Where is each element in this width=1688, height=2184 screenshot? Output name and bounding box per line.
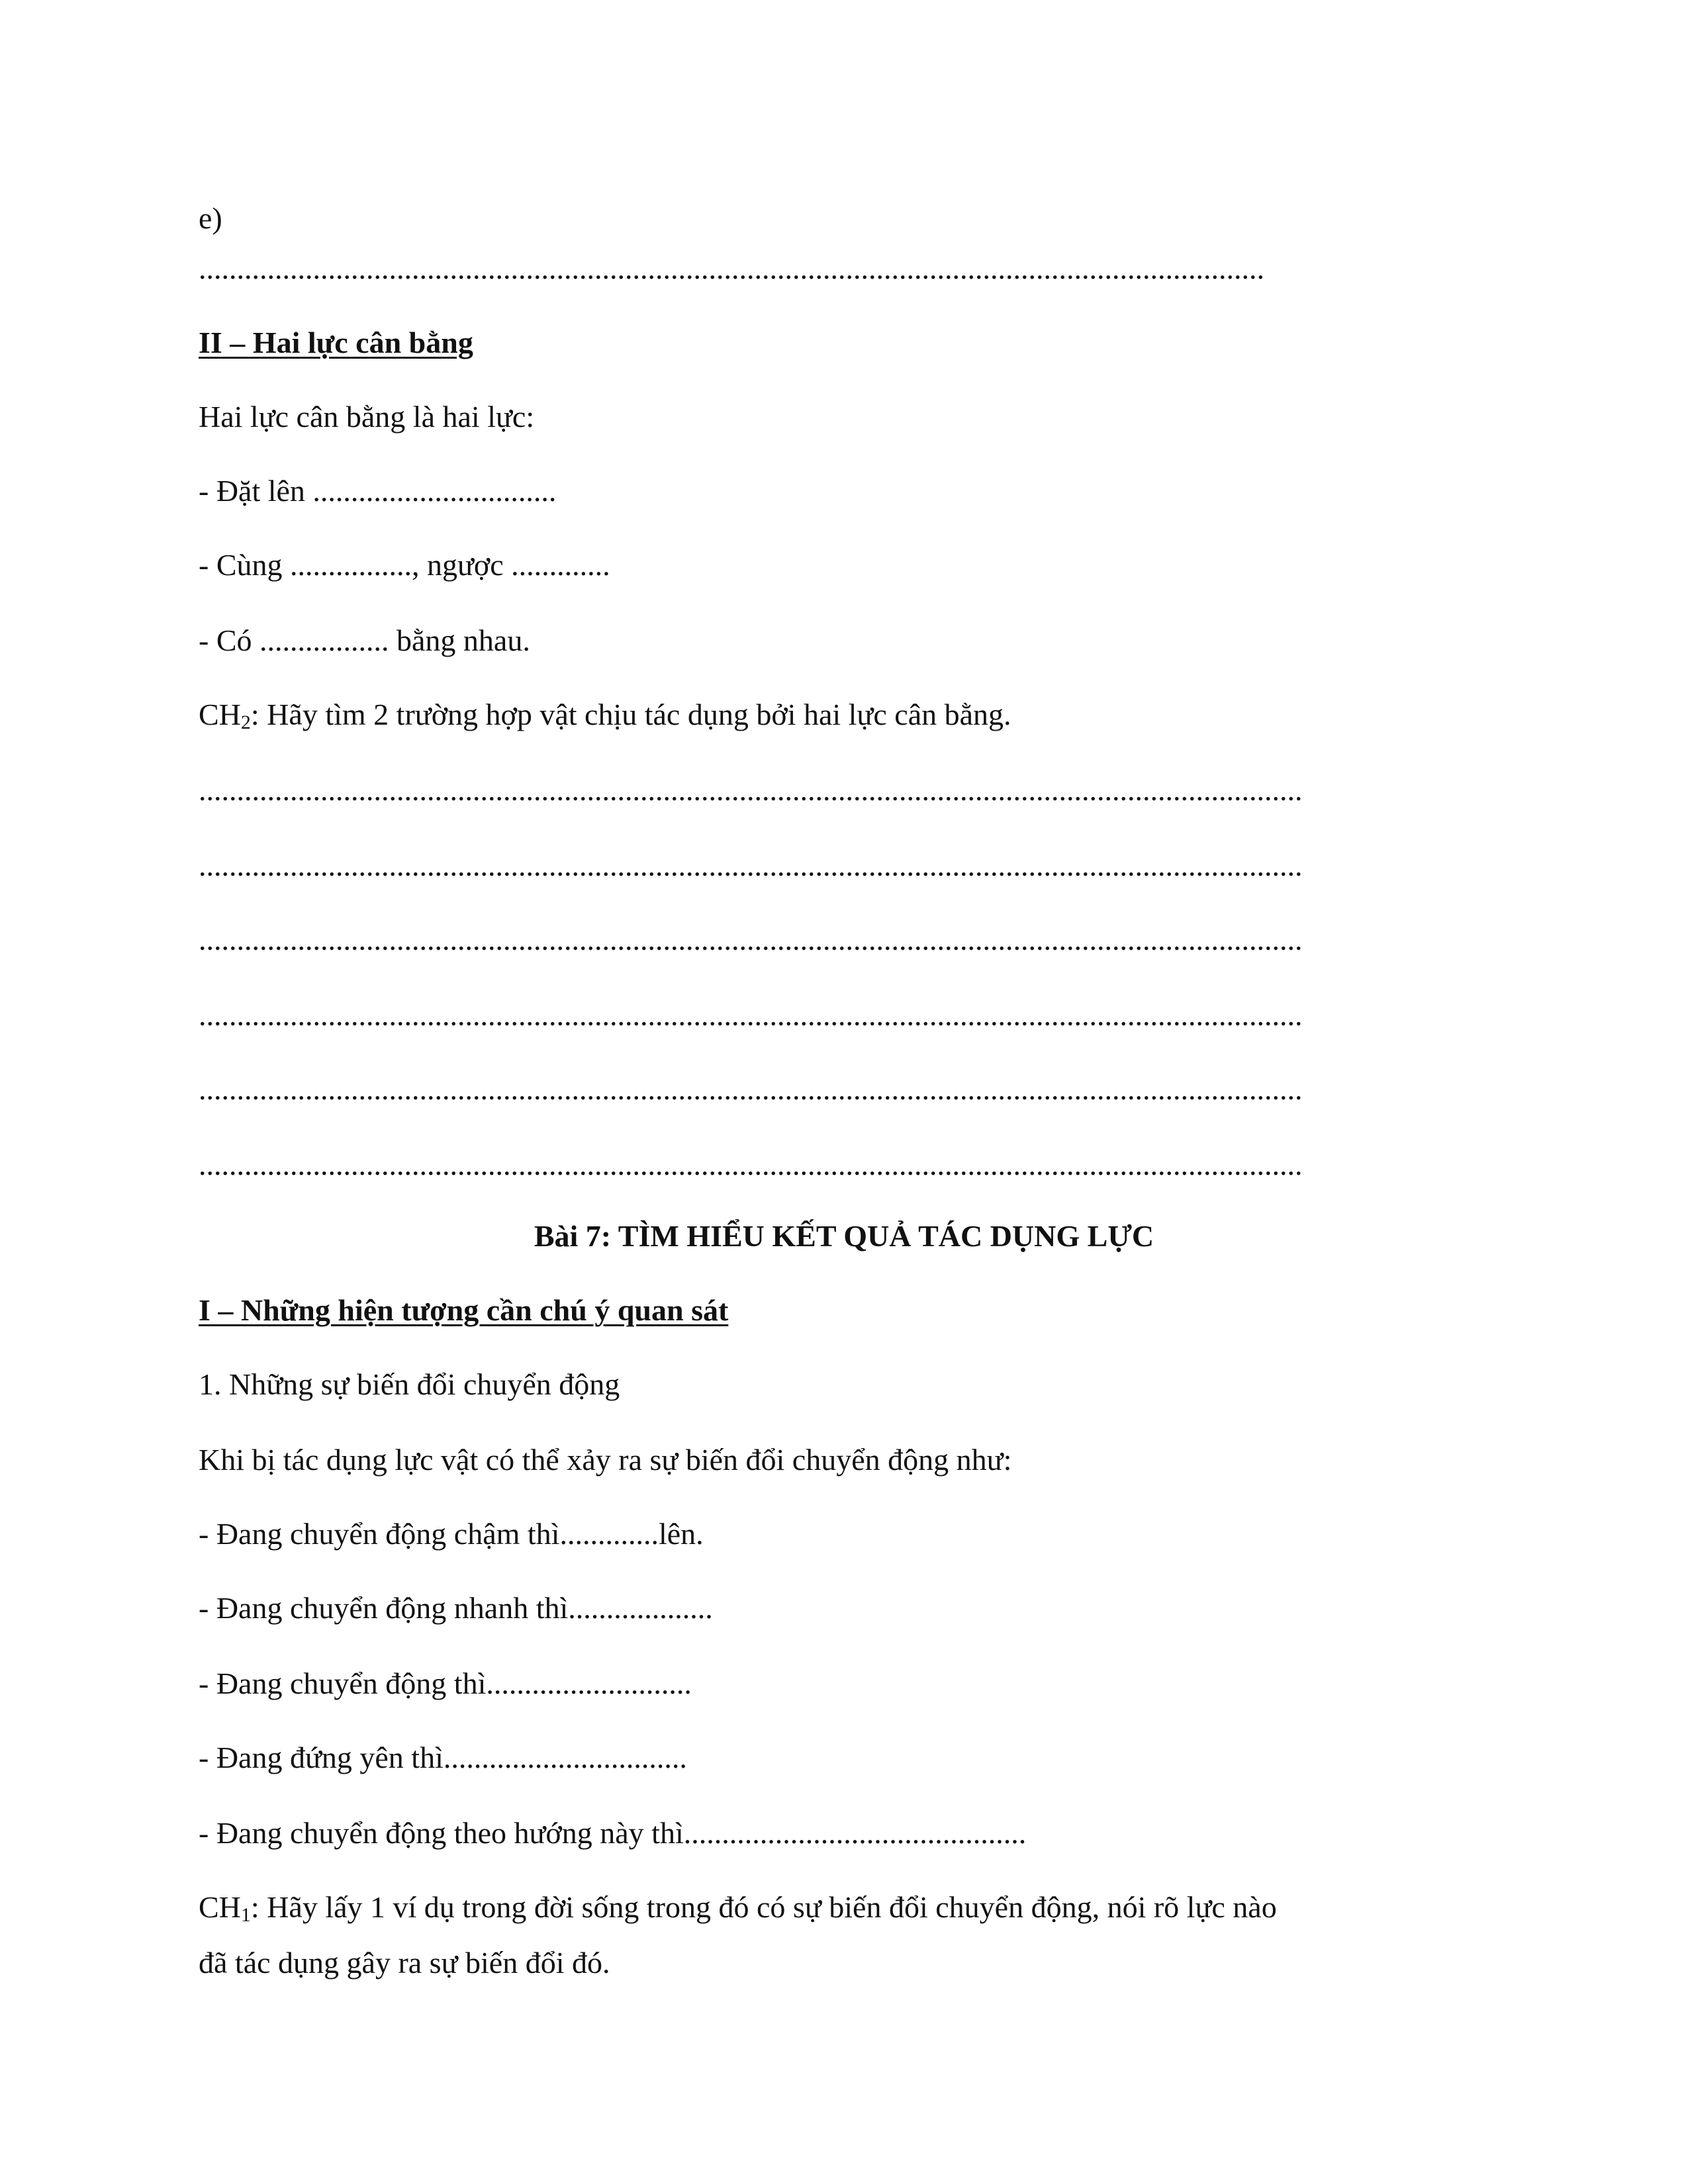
question-ch1-text: : Hãy lấy 1 ví dụ trong đời sống trong đó có sự biến đổi chuyển động, nói rõ lực nào xyxy=(250,1890,1277,1924)
motion-change-item-3: - Đang chuyển động thì........................... xyxy=(199,1666,692,1700)
question-ch2-prefix: CH xyxy=(199,698,241,731)
question-ch2-subscript: 2 xyxy=(240,711,251,733)
answer-line: ................................................................................................................................................. xyxy=(199,773,1303,807)
motion-change-item-2: - Đang chuyển động nhanh thì................... xyxy=(199,1591,713,1625)
question-ch1 xyxy=(199,1889,1277,1926)
balanced-forces-item-1: - Đặt lên ................................ xyxy=(199,474,557,508)
motion-changes-intro: Khi bị tác dụng lực vật có thể xảy ra sự biến đổi chuyển động như: xyxy=(199,1443,1012,1477)
motion-change-item-1: - Đang chuyển động chậm thì.............lên. xyxy=(199,1517,704,1551)
question-ch2-text: : Hãy tìm 2 trường hợp vật chịu tác dụng bởi hai lực cân bằng. xyxy=(250,698,1011,731)
section-heading-observations: I – Những hiện tượng cần chú ý quan sát xyxy=(199,1293,729,1327)
question-ch1-continuation: đã tác dụng gây ra sự biến đổi đó. xyxy=(199,1946,610,1979)
balanced-forces-intro: Hai lực cân bằng là hai lực: xyxy=(199,400,535,433)
answer-line: ................................................................................................................................................. xyxy=(199,923,1303,956)
question-ch1-prefix: CH xyxy=(199,1890,241,1924)
lesson-title: Bài 7: TÌM HIỂU KẾT QUẢ TÁC DỤNG LỰC xyxy=(534,1219,1154,1253)
item-e-answer-line: ............................................................................................................................................ xyxy=(199,251,1264,285)
section-heading-balanced-forces: II – Hai lực cân bằng xyxy=(199,326,473,359)
subsection-motion-changes: 1. Những sự biến đổi chuyển động xyxy=(199,1367,620,1401)
item-e-label: e) xyxy=(199,201,222,235)
motion-change-item-4: - Đang đứng yên thì................................ xyxy=(199,1741,687,1774)
answer-line: ................................................................................................................................................. xyxy=(199,1072,1303,1106)
question-ch2 xyxy=(199,696,1011,733)
question-ch1-subscript: 1 xyxy=(240,1904,251,1926)
balanced-forces-item-3: - Có ................. bằng nhau. xyxy=(199,623,530,657)
motion-change-item-5: - Đang chuyển động theo hướng này thì............................................. xyxy=(199,1816,1027,1850)
answer-line: ................................................................................................................................................. xyxy=(199,998,1303,1032)
balanced-forces-item-2: - Cùng ................, ngược ............. xyxy=(199,548,610,582)
answer-line: ................................................................................................................................................. xyxy=(199,848,1303,882)
answer-line: ................................................................................................................................................. xyxy=(199,1148,1303,1181)
